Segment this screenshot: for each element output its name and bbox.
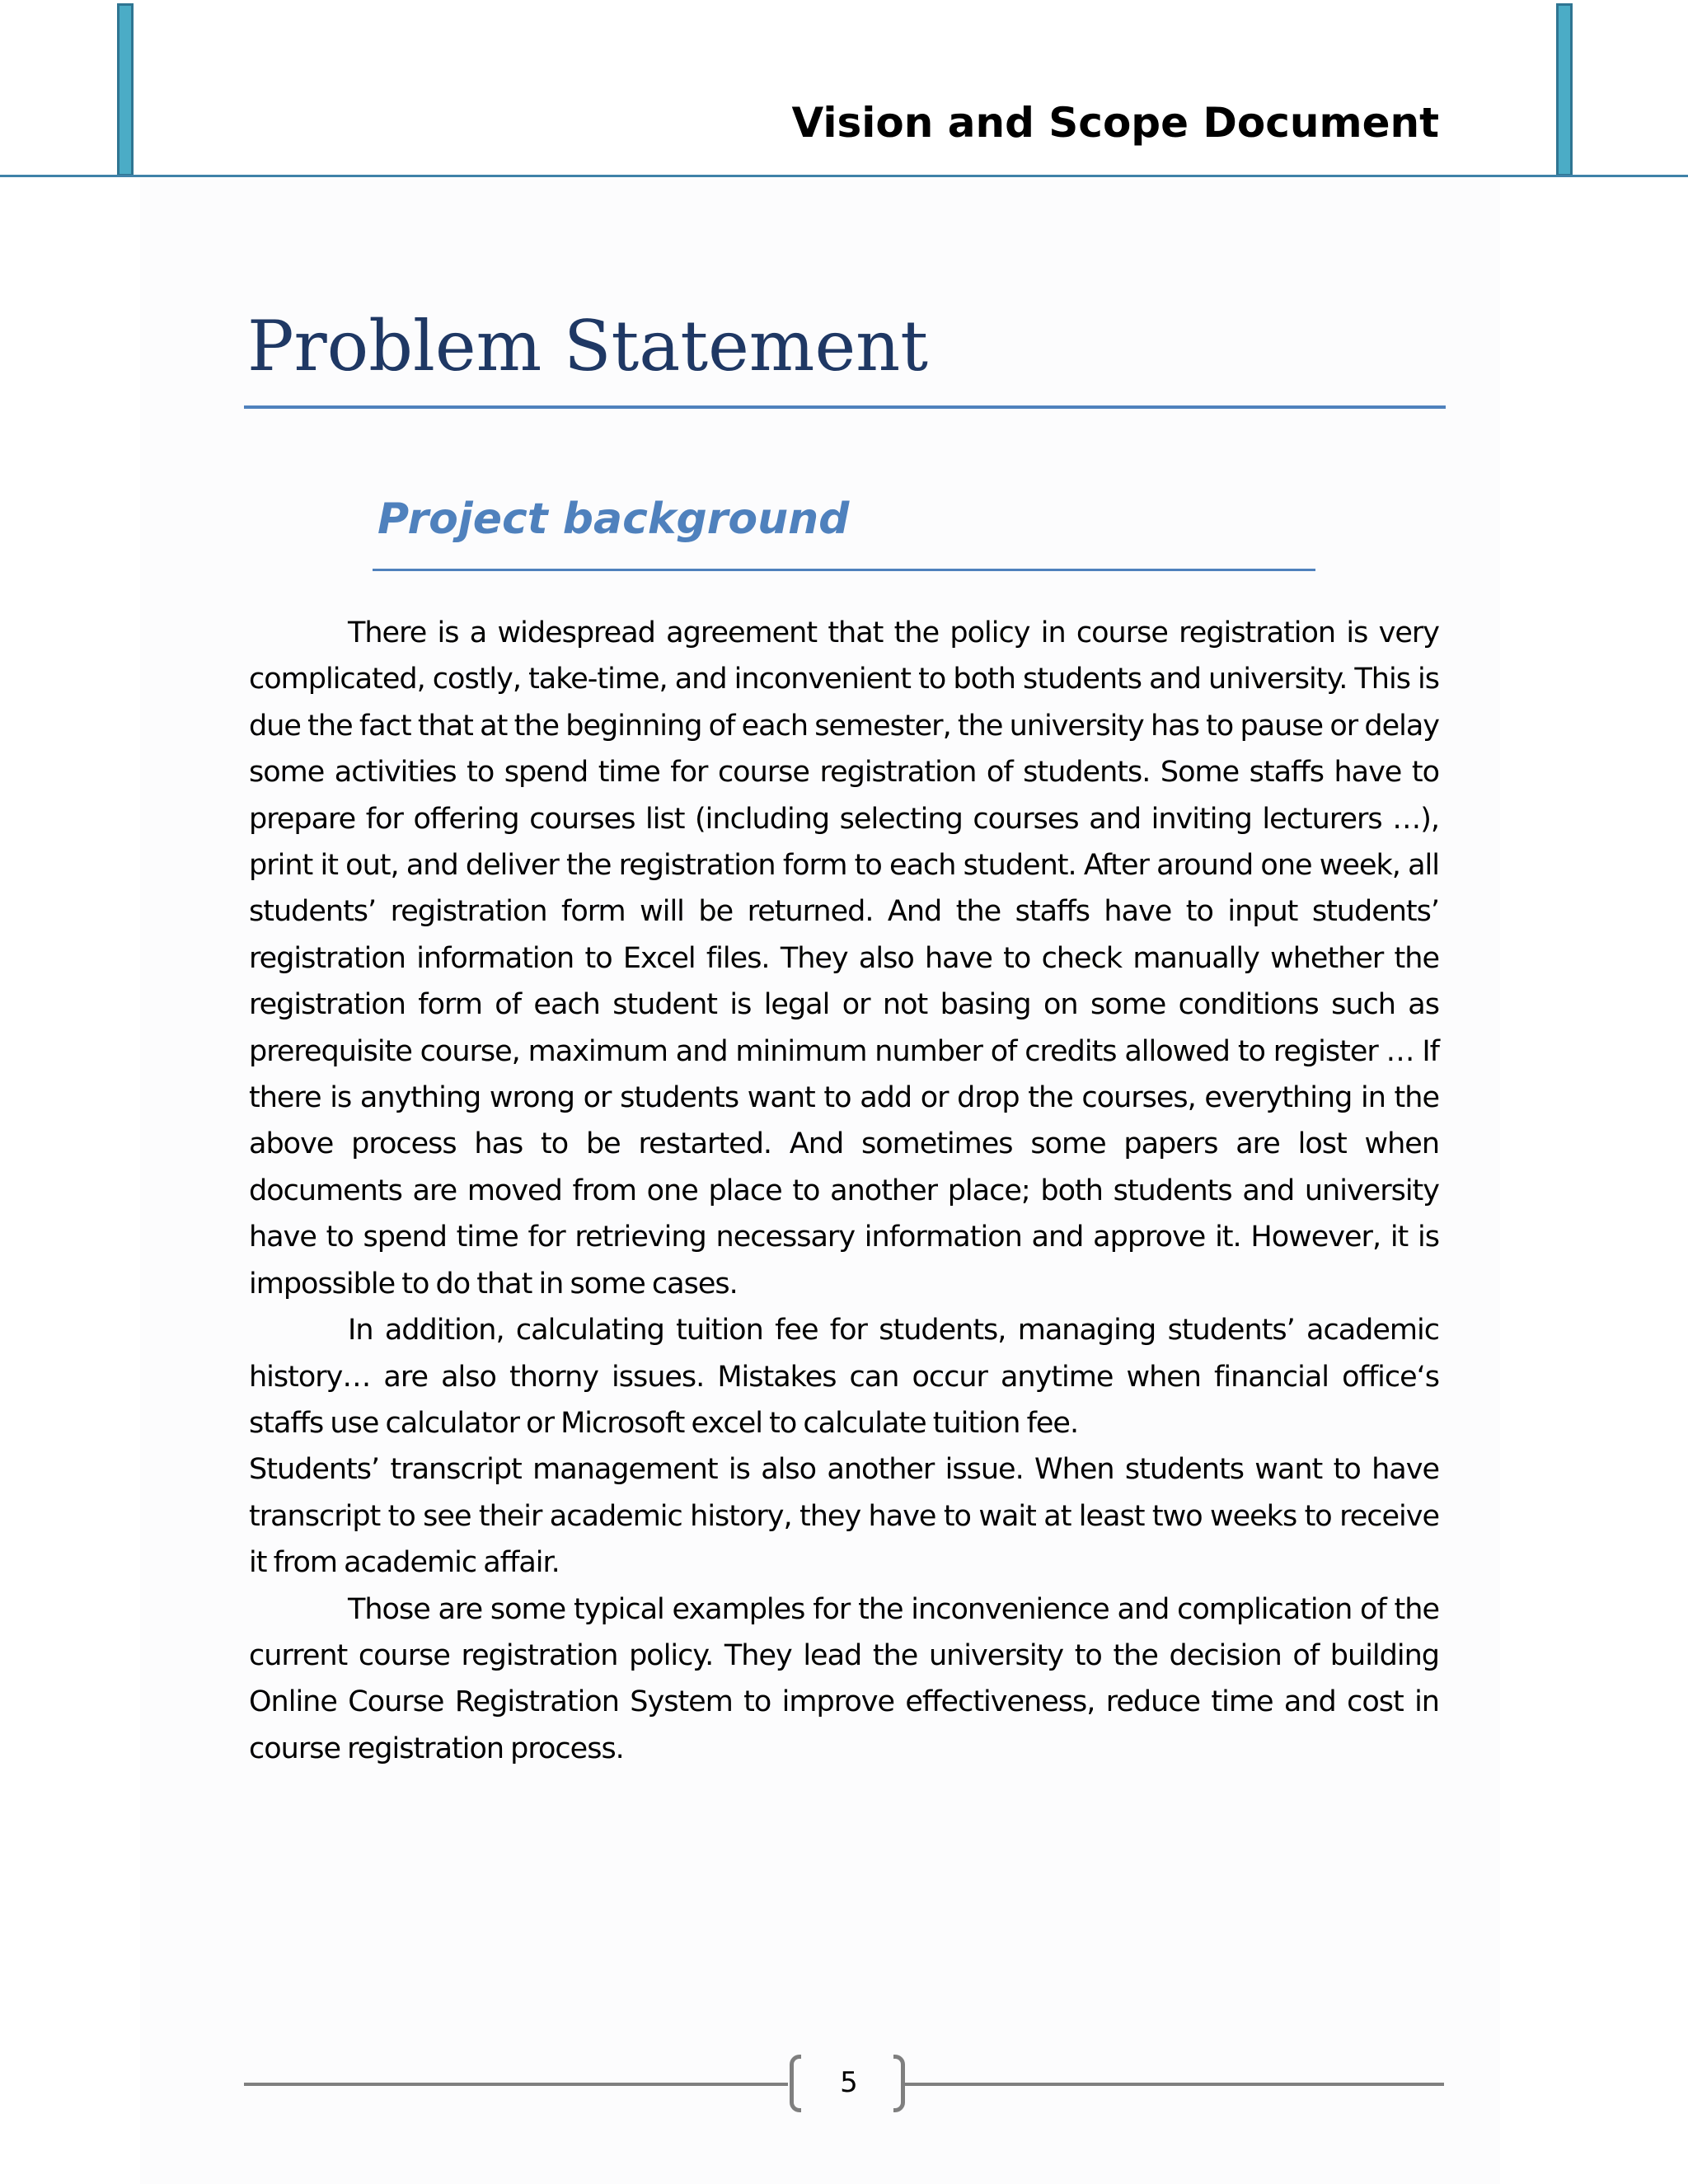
- section-underline: [373, 569, 1315, 571]
- paragraph: In addition, calculating tuition fee for students, managing students’ academic history… are also thorny issues. Mistakes can occur anytime when financial office‘s staffs use calculator or Microsoft excel to calculate tuition fee.: [249, 1314, 1439, 1440]
- footer-rule-left: [244, 2083, 788, 2086]
- page-number: 5: [840, 2066, 858, 2099]
- footer-brace-left: [790, 2055, 801, 2112]
- header-rule: [0, 175, 1688, 177]
- paragraph: Those are some typical examples for the inconvenience and complication of the current course registration policy. They lead the university to the decision of building Online Course Registration System to improve effectiveness, reduce time and cost in course registration process.: [249, 1592, 1439, 1765]
- footer-brace-right: [893, 2055, 905, 2112]
- section-heading: Project background: [377, 494, 850, 544]
- footer-rule-right: [902, 2083, 1444, 2086]
- header-accent-bar-left: [117, 3, 134, 176]
- paragraph: Students’ transcript management is also another issue. When students want to have transcript to see their academic history, they have to wait at least two weeks to receive it from academic affair.: [249, 1453, 1439, 1580]
- body-text: [249, 610, 1439, 1772]
- page-title: Problem Statement: [247, 306, 929, 387]
- title-underline: [244, 405, 1446, 409]
- paragraph: There is a widespread agreement that the policy in course registration is very complicated, costly, take-time, and inconvenient to both students and university. This is due the fact that at the beginning of each semester, the university has to pause or delay some activities to spend time for course registration of students. Some staffs have to prepare for offering courses list (including selecting courses and inviting lecturers …), print it out, and deliver the registration form to each student. After around one week, all students’ registration form will be returned. And the staffs have to input students’ registration information to Excel files. They also have to check manually whether the registration form of each student is legal or not basing on some conditions such as prerequisite course, maximum and minimum number of credits allowed to register … If there is anything wrong or students want to add or drop the courses, everything in the above process has to be restarted. And sometimes some papers are lost when documents are moved from one place to another place; both students and university have to spend time for retrieving necessary information and approve it. However, it is impossible to do that in some cases.: [249, 616, 1439, 1301]
- header-accent-bar-right: [1556, 3, 1573, 176]
- document-header-title: Vision and Scope Document: [791, 99, 1439, 147]
